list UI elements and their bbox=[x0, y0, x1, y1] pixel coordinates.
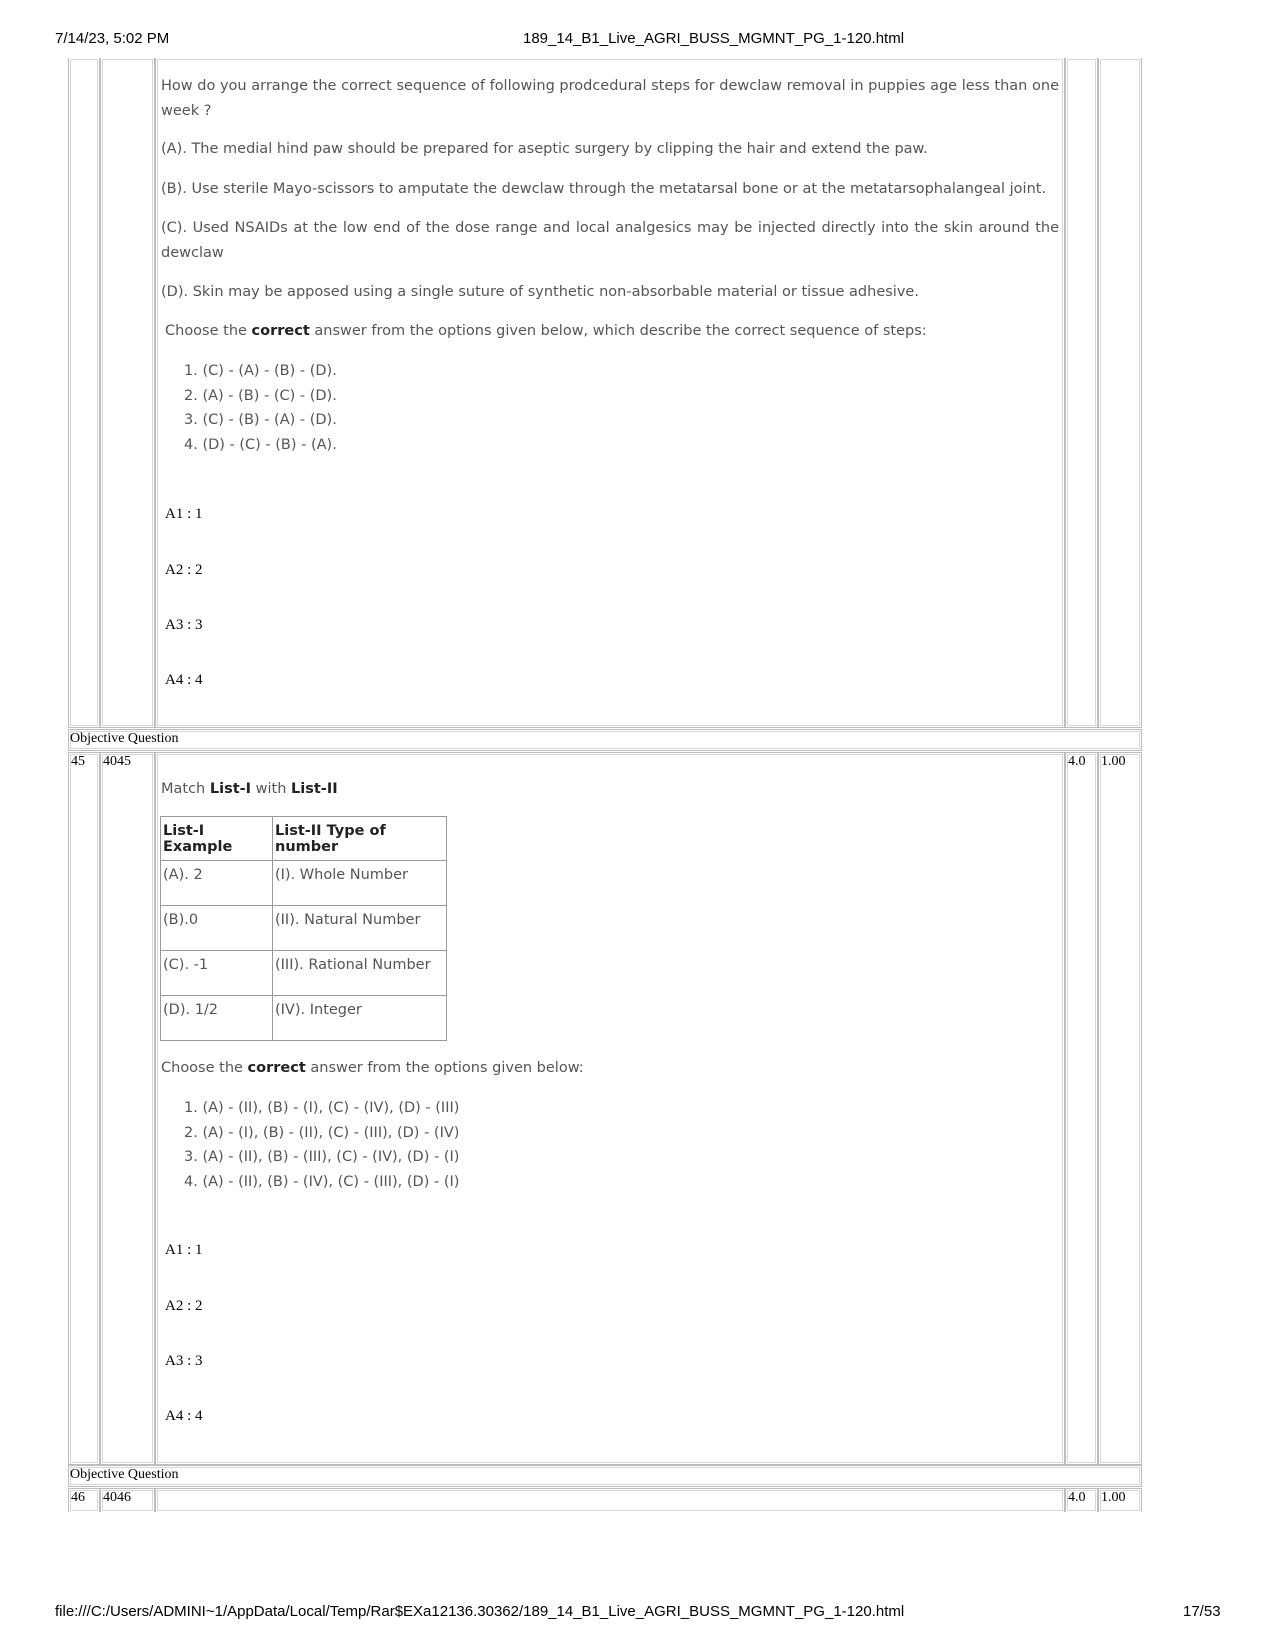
section-label-objective-question: Objective Question bbox=[70, 1467, 179, 1482]
q45-row-c-type: (III). Rational Number bbox=[273, 951, 447, 996]
q45-answer-3: A3 : 3 bbox=[165, 1353, 203, 1369]
q44-answer-3: A3 : 3 bbox=[165, 617, 203, 633]
q44-option-2: 2. (A) - (B) - (C) - (D). bbox=[184, 387, 337, 404]
q44-step-d: (D). Skin may be apposed using a single suture of synthetic non-absorbable material or tissue adhesive. bbox=[161, 284, 919, 300]
q44-instruction bbox=[165, 319, 1059, 344]
q45-marks-cell bbox=[1065, 752, 1098, 1465]
print-page-title: 189_14_B1_Live_AGRI_BUSS_MGMNT_PG_1-120.html bbox=[523, 30, 905, 47]
q45-option-2: 2. (A) - (I), (B) - (II), (C) - (III), (D) - (IV) bbox=[184, 1124, 460, 1141]
q45-stem-list2: List-II bbox=[291, 781, 338, 797]
q45-stem-list1: List-I bbox=[209, 781, 252, 797]
q45-row-a-type: (I). Whole Number bbox=[273, 861, 447, 906]
table-row bbox=[161, 861, 447, 906]
q45-negative-marks: 1.00 bbox=[1101, 754, 1126, 769]
q44-option-1: 1. (C) - (A) - (B) - (D). bbox=[184, 363, 337, 379]
print-footer bbox=[0, 1603, 1275, 1623]
print-datetime: 7/14/23, 5:02 PM bbox=[55, 30, 170, 47]
q45-stem-mid: with bbox=[251, 781, 292, 797]
q44-answer-4: A4 : 4 bbox=[165, 672, 203, 688]
q45-option-4: 4. (A) - (II), (B) - (IV), (C) - (III), (D) - (I) bbox=[184, 1173, 460, 1190]
table-row bbox=[161, 951, 447, 996]
q45-answer-4: A4 : 4 bbox=[165, 1408, 203, 1424]
q44-stem: How do you arrange the correct sequence of following prodcedural steps for dewclaw removal in puppies age less than one week ? bbox=[161, 78, 1059, 119]
q44-qid-cell bbox=[100, 58, 155, 728]
q45-table-header-list2: List-II Type of number bbox=[273, 817, 447, 861]
section-label-row bbox=[68, 729, 1142, 751]
q45-row-c-example: (C). -1 bbox=[161, 951, 273, 996]
q44-instruction-post: answer from the options given below, which describe the correct sequence of steps: bbox=[309, 323, 927, 339]
q44-step-c: (C). Used NSAIDs at the low end of the dose range and local analgesics may be injected directly into the skin around the dewclaw bbox=[161, 220, 1059, 261]
q45-option-3: 3. (A) - (II), (B) - (III), (C) - (IV), (D) - (I) bbox=[184, 1149, 460, 1165]
q44-answer-2: A2 : 2 bbox=[165, 562, 203, 578]
q45-row-b-example: (B).0 bbox=[161, 906, 273, 951]
q45-option-1: 1. (A) - (II), (B) - (I), (C) - (IV), (D) - (III) bbox=[184, 1100, 460, 1116]
q46-negative-marks: 1.00 bbox=[1101, 1490, 1126, 1505]
table-row bbox=[161, 906, 447, 951]
print-header bbox=[0, 30, 1275, 50]
q44-sno-cell bbox=[68, 58, 100, 728]
q45-sno-cell bbox=[68, 752, 100, 1465]
q46-marks: 4.0 bbox=[1068, 1490, 1086, 1505]
q44-step-a: (A). The medial hind paw should be prepared for aseptic surgery by clipping the hair and extend the paw. bbox=[161, 141, 928, 157]
section-label-objective-question: Objective Question bbox=[70, 731, 179, 746]
q45-options bbox=[184, 1096, 459, 1194]
q45-serial-number: 45 bbox=[71, 754, 85, 769]
q45-instruction bbox=[161, 1056, 584, 1081]
q45-stem-pre: Match bbox=[161, 781, 210, 797]
q45-answer-1: A1 : 1 bbox=[165, 1242, 203, 1258]
q44-options bbox=[184, 359, 337, 457]
table-row bbox=[161, 996, 447, 1041]
q45-answer-2: A2 : 2 bbox=[165, 1298, 203, 1314]
q44-instruction-pre: Choose the bbox=[165, 323, 252, 339]
q45-row-a-example: (A). 2 bbox=[161, 861, 273, 906]
q44-option-3: 3. (C) - (B) - (A) - (D). bbox=[184, 412, 337, 428]
q45-marks: 4.0 bbox=[1068, 754, 1086, 769]
q46-serial-number: 46 bbox=[71, 1490, 85, 1505]
section-label-row bbox=[68, 1465, 1142, 1487]
q45-qid-cell bbox=[100, 752, 155, 1465]
print-page-number: 17/53 bbox=[1183, 1603, 1221, 1620]
q45-match-table bbox=[160, 816, 447, 1041]
q45-instruction-post: answer from the options given below: bbox=[305, 1060, 584, 1076]
q44-marks-cell bbox=[1065, 58, 1098, 728]
q46-question-id: 4046 bbox=[103, 1490, 131, 1505]
q45-stem bbox=[161, 777, 338, 802]
q44-answer-1: A1 : 1 bbox=[165, 506, 203, 522]
q45-row-d-example: (D). 1/2 bbox=[161, 996, 273, 1041]
q45-question-id: 4045 bbox=[103, 754, 131, 769]
q45-instruction-bold: correct bbox=[247, 1060, 306, 1076]
q46-body-cell bbox=[155, 1488, 1065, 1512]
q45-instruction-pre: Choose the bbox=[161, 1060, 248, 1076]
q44-step-b: (B). Use sterile Mayo-scissors to amputate the dewclaw through the metatarsal bone or at the metatarsophalangeal joint. bbox=[161, 181, 1047, 197]
q44-option-4: 4. (D) - (C) - (B) - (A). bbox=[184, 436, 337, 453]
q45-row-d-type: (IV). Integer bbox=[273, 996, 447, 1041]
q45-negative-cell bbox=[1098, 752, 1142, 1465]
q45-table-header-list1: List-I Example bbox=[161, 817, 273, 861]
q45-row-b-type: (II). Natural Number bbox=[273, 906, 447, 951]
print-file-path: file:///C:/Users/ADMINI~1/AppData/Local/Temp/Rar$EXa12136.30362/189_14_B1_Live_AGRI_BUSS_MGMNT_PG_1-120.html bbox=[55, 1603, 905, 1620]
q44-negative-cell bbox=[1098, 58, 1142, 728]
q44-instruction-bold: correct bbox=[251, 323, 310, 339]
